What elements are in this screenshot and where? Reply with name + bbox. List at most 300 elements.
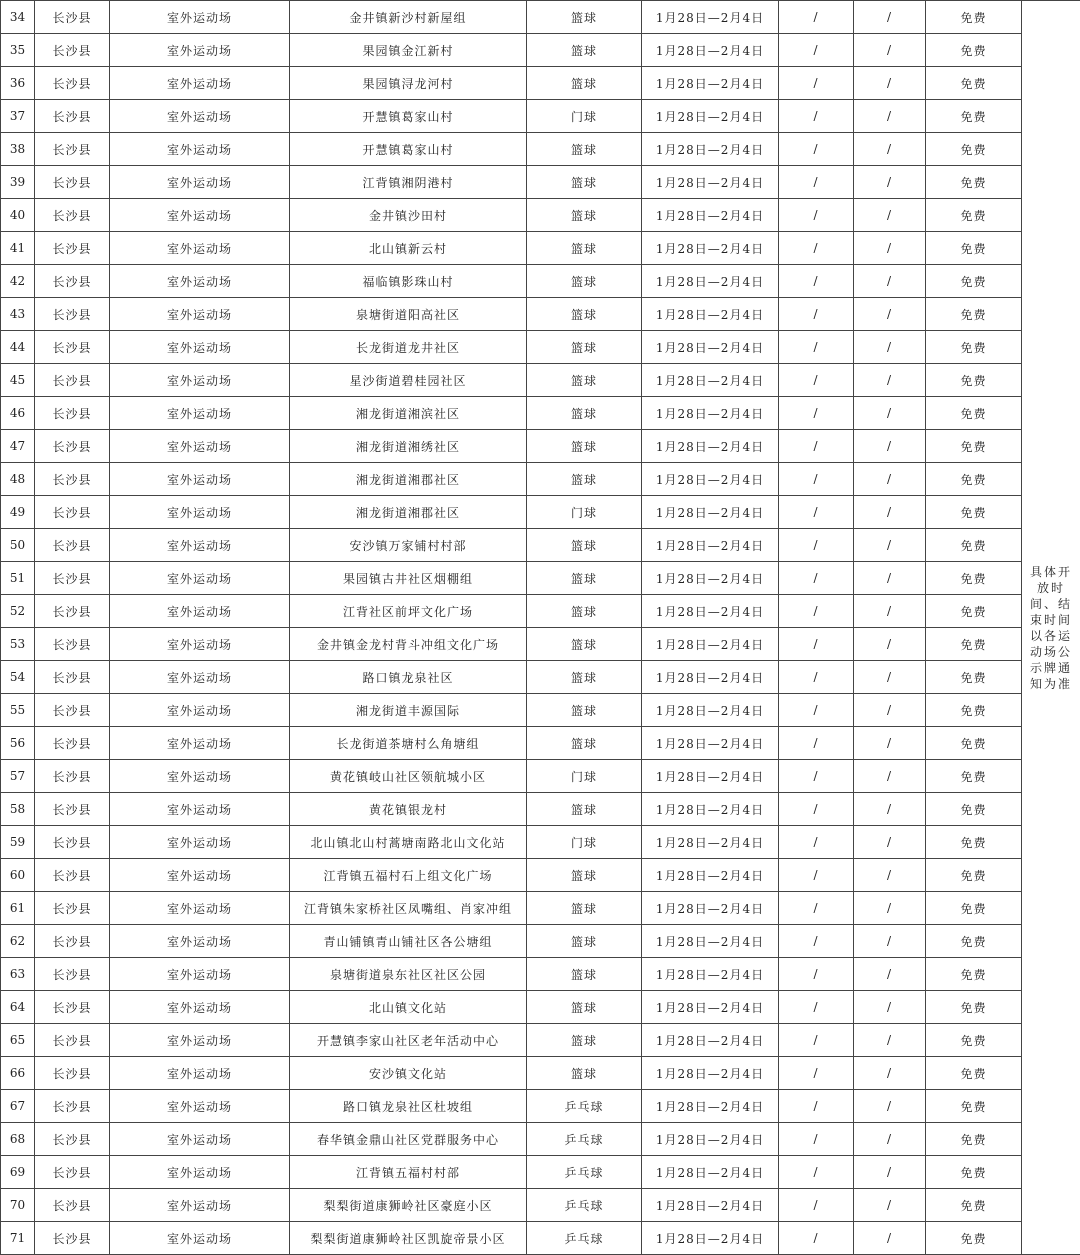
slash-cell: / [779,1024,854,1057]
venue-type-cell: 室外运动场 [110,1,290,34]
table-row [1,1057,1080,1090]
venue-type-cell: 室外运动场 [110,1024,290,1057]
slash-cell: / [854,100,926,133]
row-number: 46 [1,397,35,430]
row-number: 60 [1,859,35,892]
table-row [1,463,1080,496]
county-cell: 长沙县 [35,925,110,958]
row-number: 67 [1,1090,35,1123]
date-range-cell: 1月28日—2月4日 [642,166,779,199]
county-cell: 长沙县 [35,727,110,760]
table-row [1,1189,1080,1222]
sport-cell: 篮球 [527,958,642,991]
sport-cell: 篮球 [527,562,642,595]
fee-cell: 免费 [926,793,1022,826]
slash-cell: / [779,67,854,100]
sport-cell: 篮球 [527,463,642,496]
row-number: 39 [1,166,35,199]
location-cell: 江背镇五福村石上组文化广场 [290,859,527,892]
slash-cell: / [779,958,854,991]
fee-cell: 免费 [926,529,1022,562]
county-cell: 长沙县 [35,298,110,331]
row-number: 48 [1,463,35,496]
location-cell: 梨梨街道康狮岭社区凯旋帝景小区 [290,1222,527,1255]
slash-cell: / [854,562,926,595]
slash-cell: / [854,859,926,892]
date-range-cell: 1月28日—2月4日 [642,1,779,34]
slash-cell: / [854,430,926,463]
slash-cell: / [854,1024,926,1057]
slash-cell: / [779,661,854,694]
slash-cell: / [854,1189,926,1222]
location-cell: 湘龙街道湘郡社区 [290,496,527,529]
sport-cell: 篮球 [527,595,642,628]
location-cell: 黄花镇岐山社区领航城小区 [290,760,527,793]
county-cell: 长沙县 [35,793,110,826]
venue-type-cell: 室外运动场 [110,661,290,694]
location-cell: 路口镇龙泉社区杜坡组 [290,1090,527,1123]
slash-cell: / [779,496,854,529]
location-cell: 果园镇古井社区烟棚组 [290,562,527,595]
slash-cell: / [854,1090,926,1123]
date-range-cell: 1月28日—2月4日 [642,397,779,430]
sport-cell: 乒乓球 [527,1189,642,1222]
slash-cell: / [854,496,926,529]
venue-type-cell: 室外运动场 [110,991,290,1024]
table-row [1,925,1080,958]
sport-cell: 篮球 [527,364,642,397]
sport-cell: 篮球 [527,199,642,232]
row-number: 61 [1,892,35,925]
date-range-cell: 1月28日—2月4日 [642,529,779,562]
county-cell: 长沙县 [35,34,110,67]
slash-cell: / [854,1057,926,1090]
fee-cell: 免费 [926,760,1022,793]
location-cell: 湘龙街道湘绣社区 [290,430,527,463]
county-cell: 长沙县 [35,199,110,232]
fee-cell: 免费 [926,1090,1022,1123]
sport-cell: 篮球 [527,331,642,364]
sport-cell: 篮球 [527,67,642,100]
sport-cell: 篮球 [527,265,642,298]
county-cell: 长沙县 [35,661,110,694]
row-number: 69 [1,1156,35,1189]
location-cell: 金井镇金龙村背斗冲组文化广场 [290,628,527,661]
fee-cell: 免费 [926,859,1022,892]
date-range-cell: 1月28日—2月4日 [642,1222,779,1255]
location-cell: 安沙镇万家铺村村部 [290,529,527,562]
date-range-cell: 1月28日—2月4日 [642,1156,779,1189]
date-range-cell: 1月28日—2月4日 [642,859,779,892]
fee-cell: 免费 [926,463,1022,496]
slash-cell: / [779,1090,854,1123]
table-row [1,331,1080,364]
fee-cell: 免费 [926,199,1022,232]
location-cell: 北山镇北山村蒿塘南路北山文化站 [290,826,527,859]
slash-cell: / [854,67,926,100]
location-cell: 江背镇五福村村部 [290,1156,527,1189]
location-cell: 路口镇龙泉社区 [290,661,527,694]
date-range-cell: 1月28日—2月4日 [642,727,779,760]
slash-cell: / [779,595,854,628]
venue-type-cell: 室外运动场 [110,958,290,991]
sport-cell: 篮球 [527,925,642,958]
sport-cell: 篮球 [527,298,642,331]
county-cell: 长沙县 [35,529,110,562]
slash-cell: / [779,166,854,199]
venue-type-cell: 室外运动场 [110,694,290,727]
date-range-cell: 1月28日—2月4日 [642,991,779,1024]
slash-cell: / [779,1189,854,1222]
county-cell: 长沙县 [35,1222,110,1255]
table-row [1,1024,1080,1057]
date-range-cell: 1月28日—2月4日 [642,958,779,991]
venue-type-cell: 室外运动场 [110,100,290,133]
slash-cell: / [854,760,926,793]
opening-hours-note: 具体开放时间、结束时间以各运动场公示牌通知为准 [1022,1,1080,1255]
table-row [1,727,1080,760]
venue-type-cell: 室外运动场 [110,34,290,67]
slash-cell: / [779,430,854,463]
table-row [1,133,1080,166]
row-number: 63 [1,958,35,991]
row-number: 58 [1,793,35,826]
slash-cell: / [779,463,854,496]
venue-type-cell: 室外运动场 [110,265,290,298]
table-row [1,1,1080,34]
slash-cell: / [854,826,926,859]
county-cell: 长沙县 [35,1189,110,1222]
venue-type-cell: 室外运动场 [110,364,290,397]
fee-cell: 免费 [926,1189,1022,1222]
county-cell: 长沙县 [35,463,110,496]
location-cell: 梨梨街道康狮岭社区豪庭小区 [290,1189,527,1222]
fee-cell: 免费 [926,166,1022,199]
location-cell: 长龙街道茶塘村么角塘组 [290,727,527,760]
table-row [1,595,1080,628]
county-cell: 长沙县 [35,364,110,397]
table-row [1,1123,1080,1156]
row-number: 57 [1,760,35,793]
date-range-cell: 1月28日—2月4日 [642,133,779,166]
fee-cell: 免费 [926,133,1022,166]
location-cell: 泉塘街道阳高社区 [290,298,527,331]
fee-cell: 免费 [926,430,1022,463]
table-row [1,859,1080,892]
row-number: 34 [1,1,35,34]
slash-cell: / [779,1123,854,1156]
date-range-cell: 1月28日—2月4日 [642,100,779,133]
venue-type-cell: 室外运动场 [110,1222,290,1255]
venue-type-cell: 室外运动场 [110,430,290,463]
date-range-cell: 1月28日—2月4日 [642,265,779,298]
venue-type-cell: 室外运动场 [110,727,290,760]
row-number: 68 [1,1123,35,1156]
date-range-cell: 1月28日—2月4日 [642,34,779,67]
venue-type-cell: 室外运动场 [110,826,290,859]
slash-cell: / [779,232,854,265]
county-cell: 长沙县 [35,1123,110,1156]
fee-cell: 免费 [926,661,1022,694]
fee-cell: 免费 [926,628,1022,661]
slash-cell: / [854,199,926,232]
date-range-cell: 1月28日—2月4日 [642,826,779,859]
sport-cell: 篮球 [527,793,642,826]
fee-cell: 免费 [926,397,1022,430]
venue-type-cell: 室外运动场 [110,1090,290,1123]
location-cell: 春华镇金鼎山社区党群服务中心 [290,1123,527,1156]
row-number: 41 [1,232,35,265]
county-cell: 长沙县 [35,694,110,727]
date-range-cell: 1月28日—2月4日 [642,760,779,793]
location-cell: 北山镇新云村 [290,232,527,265]
table-row [1,1090,1080,1123]
slash-cell: / [779,397,854,430]
county-cell: 长沙县 [35,892,110,925]
sport-cell: 篮球 [527,430,642,463]
sport-cell: 篮球 [527,628,642,661]
table-row [1,430,1080,463]
table-row [1,67,1080,100]
venue-type-cell: 室外运动场 [110,331,290,364]
date-range-cell: 1月28日—2月4日 [642,496,779,529]
venue-type-cell: 室外运动场 [110,1057,290,1090]
county-cell: 长沙县 [35,628,110,661]
row-number: 65 [1,1024,35,1057]
venue-type-cell: 室外运动场 [110,463,290,496]
fee-cell: 免费 [926,496,1022,529]
slash-cell: / [779,727,854,760]
slash-cell: / [854,232,926,265]
fee-cell: 免费 [926,1123,1022,1156]
date-range-cell: 1月28日—2月4日 [642,595,779,628]
fee-cell: 免费 [926,331,1022,364]
slash-cell: / [854,529,926,562]
fee-cell: 免费 [926,298,1022,331]
slash-cell: / [854,958,926,991]
table-row [1,562,1080,595]
date-range-cell: 1月28日—2月4日 [642,232,779,265]
date-range-cell: 1月28日—2月4日 [642,1123,779,1156]
county-cell: 长沙县 [35,826,110,859]
location-cell: 开慧镇李家山社区老年活动中心 [290,1024,527,1057]
fee-cell: 免费 [926,727,1022,760]
county-cell: 长沙县 [35,430,110,463]
venue-type-cell: 室外运动场 [110,1123,290,1156]
county-cell: 长沙县 [35,1057,110,1090]
sport-cell: 乒乓球 [527,1123,642,1156]
slash-cell: / [779,199,854,232]
row-number: 54 [1,661,35,694]
location-cell: 果园镇金江新村 [290,34,527,67]
sport-cell: 篮球 [527,892,642,925]
location-cell: 金井镇新沙村新屋组 [290,1,527,34]
slash-cell: / [779,859,854,892]
row-number: 47 [1,430,35,463]
sport-cell: 篮球 [527,34,642,67]
fee-cell: 免费 [926,826,1022,859]
county-cell: 长沙县 [35,232,110,265]
date-range-cell: 1月28日—2月4日 [642,628,779,661]
date-range-cell: 1月28日—2月4日 [642,925,779,958]
location-cell: 星沙街道碧桂园社区 [290,364,527,397]
row-number: 56 [1,727,35,760]
sport-cell: 门球 [527,760,642,793]
slash-cell: / [854,364,926,397]
location-cell: 北山镇文化站 [290,991,527,1024]
date-range-cell: 1月28日—2月4日 [642,1189,779,1222]
sport-cell: 乒乓球 [527,1156,642,1189]
county-cell: 长沙县 [35,859,110,892]
county-cell: 长沙县 [35,397,110,430]
slash-cell: / [779,1057,854,1090]
slash-cell: / [779,694,854,727]
slash-cell: / [779,991,854,1024]
sport-cell: 篮球 [527,1024,642,1057]
row-number: 42 [1,265,35,298]
location-cell: 湘龙街道湘滨社区 [290,397,527,430]
table-row [1,1156,1080,1189]
table-row [1,364,1080,397]
date-range-cell: 1月28日—2月4日 [642,793,779,826]
slash-cell: / [779,826,854,859]
date-range-cell: 1月28日—2月4日 [642,694,779,727]
sport-cell: 篮球 [527,133,642,166]
slash-cell: / [779,892,854,925]
fee-cell: 免费 [926,265,1022,298]
table-row [1,397,1080,430]
slash-cell: / [854,892,926,925]
location-cell: 开慧镇葛家山村 [290,133,527,166]
county-cell: 长沙县 [35,562,110,595]
fee-cell: 免费 [926,694,1022,727]
slash-cell: / [854,34,926,67]
county-cell: 长沙县 [35,1024,110,1057]
sport-cell: 篮球 [527,694,642,727]
county-cell: 长沙县 [35,67,110,100]
slash-cell: / [779,298,854,331]
venue-type-cell: 室外运动场 [110,298,290,331]
county-cell: 长沙县 [35,1,110,34]
location-cell: 黄花镇银龙村 [290,793,527,826]
sport-cell: 篮球 [527,232,642,265]
slash-cell: / [779,1222,854,1255]
slash-cell: / [779,1156,854,1189]
slash-cell: / [854,727,926,760]
sport-cell: 乒乓球 [527,1090,642,1123]
venue-type-cell: 室外运动场 [110,892,290,925]
table-row [1,100,1080,133]
county-cell: 长沙县 [35,1156,110,1189]
fee-cell: 免费 [926,364,1022,397]
slash-cell: / [854,331,926,364]
venue-type-cell: 室外运动场 [110,232,290,265]
fee-cell: 免费 [926,1,1022,34]
fee-cell: 免费 [926,562,1022,595]
date-range-cell: 1月28日—2月4日 [642,463,779,496]
fee-cell: 免费 [926,1222,1022,1255]
table-row [1,199,1080,232]
date-range-cell: 1月28日—2月4日 [642,67,779,100]
fee-cell: 免费 [926,232,1022,265]
slash-cell: / [854,991,926,1024]
slash-cell: / [854,298,926,331]
slash-cell: / [779,133,854,166]
county-cell: 长沙县 [35,991,110,1024]
county-cell: 长沙县 [35,100,110,133]
slash-cell: / [779,100,854,133]
row-number: 55 [1,694,35,727]
row-number: 71 [1,1222,35,1255]
date-range-cell: 1月28日—2月4日 [642,1057,779,1090]
county-cell: 长沙县 [35,595,110,628]
county-cell: 长沙县 [35,958,110,991]
location-cell: 开慧镇葛家山村 [290,100,527,133]
county-cell: 长沙县 [35,166,110,199]
venue-type-cell: 室外运动场 [110,1189,290,1222]
venue-type-cell: 室外运动场 [110,925,290,958]
slash-cell: / [854,1156,926,1189]
county-cell: 长沙县 [35,265,110,298]
date-range-cell: 1月28日—2月4日 [642,298,779,331]
venue-type-cell: 室外运动场 [110,529,290,562]
location-cell: 长龙街道龙井社区 [290,331,527,364]
slash-cell: / [854,463,926,496]
date-range-cell: 1月28日—2月4日 [642,430,779,463]
sport-cell: 门球 [527,826,642,859]
fee-cell: 免费 [926,1057,1022,1090]
fee-cell: 免费 [926,892,1022,925]
venue-type-cell: 室外运动场 [110,562,290,595]
fee-cell: 免费 [926,1156,1022,1189]
county-cell: 长沙县 [35,760,110,793]
row-number: 70 [1,1189,35,1222]
venue-type-cell: 室外运动场 [110,760,290,793]
sport-cell: 篮球 [527,727,642,760]
slash-cell: / [779,1,854,34]
table-row [1,1222,1080,1255]
date-range-cell: 1月28日—2月4日 [642,892,779,925]
slash-cell: / [854,166,926,199]
table-row [1,826,1080,859]
fee-cell: 免费 [926,100,1022,133]
sport-cell: 门球 [527,100,642,133]
county-cell: 长沙县 [35,133,110,166]
sport-cell: 篮球 [527,397,642,430]
slash-cell: / [779,628,854,661]
slash-cell: / [779,793,854,826]
location-cell: 江背镇朱家桥社区凤嘴组、肖家冲组 [290,892,527,925]
sport-cell: 门球 [527,496,642,529]
slash-cell: / [854,1123,926,1156]
row-number: 62 [1,925,35,958]
slash-cell: / [779,364,854,397]
venue-type-cell: 室外运动场 [110,67,290,100]
table-row [1,958,1080,991]
slash-cell: / [779,760,854,793]
sport-cell: 乒乓球 [527,1222,642,1255]
fee-cell: 免费 [926,67,1022,100]
date-range-cell: 1月28日—2月4日 [642,364,779,397]
fee-cell: 免费 [926,991,1022,1024]
venue-type-cell: 室外运动场 [110,859,290,892]
row-number: 36 [1,67,35,100]
date-range-cell: 1月28日—2月4日 [642,1024,779,1057]
slash-cell: / [854,595,926,628]
sport-cell: 篮球 [527,991,642,1024]
date-range-cell: 1月28日—2月4日 [642,331,779,364]
table-body [1,1,1080,1255]
